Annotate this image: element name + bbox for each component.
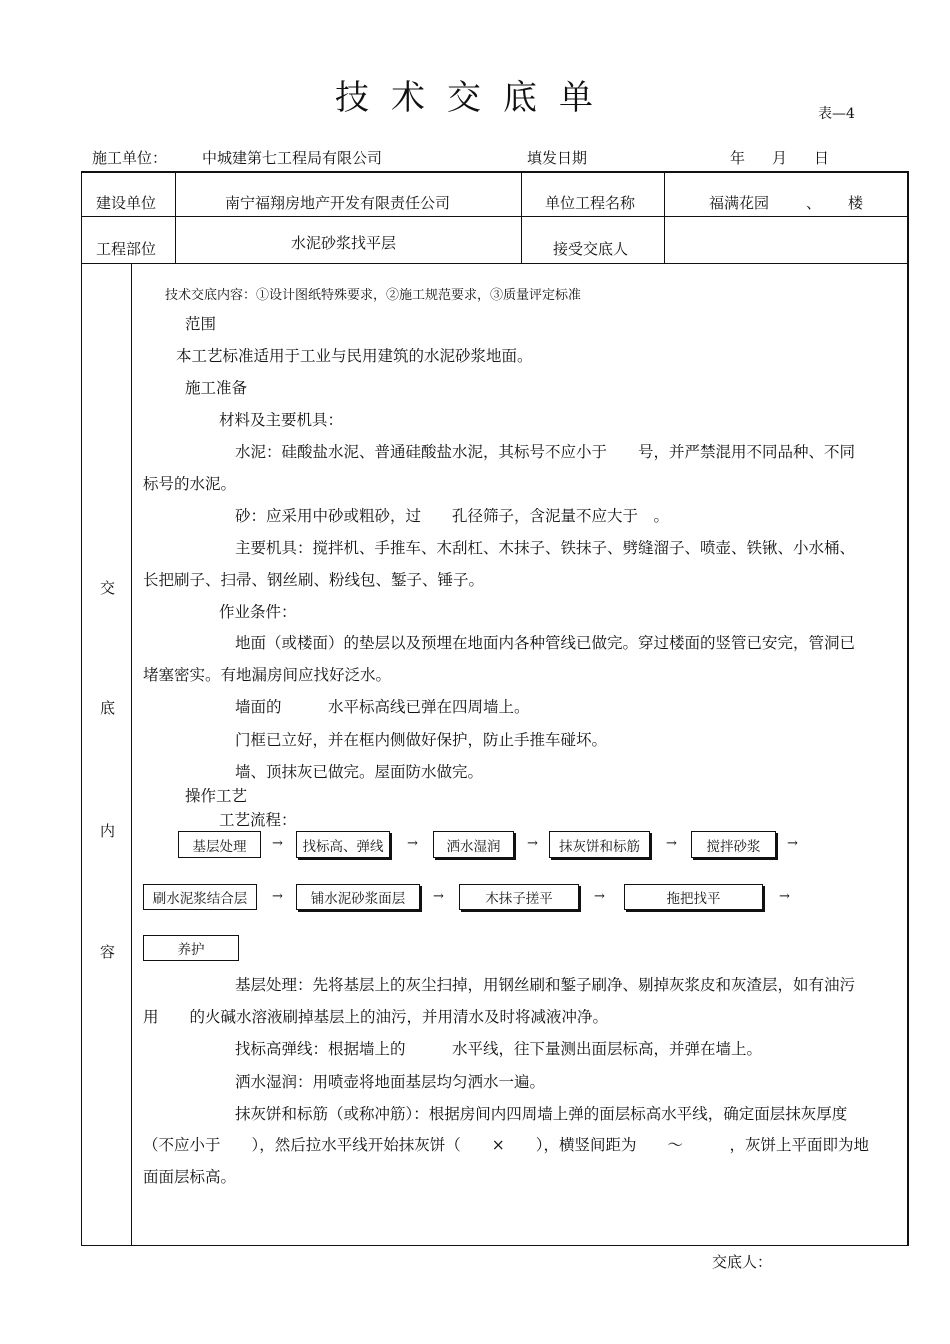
flow-arrow: → xyxy=(272,889,283,904)
cakes-line-2: （不应小于 ），然后拉水平线开始抹灰饼（ × ），横竖间距为 ～ ，灰饼上平面即为地 xyxy=(143,1136,869,1154)
table-border-right xyxy=(907,171,909,1246)
side-char-4: 容 xyxy=(100,943,116,961)
date-year: 年 xyxy=(730,149,746,167)
project-building: 楼 xyxy=(848,194,864,212)
tools-line-1: 主要机具：搅拌机、手推车、木刮杠、木抹子、铁抹子、劈缝溜子、喷壶、铁锹、小水桶、 xyxy=(235,539,856,557)
table-border-left xyxy=(81,171,82,1246)
side-char-1: 交 xyxy=(100,579,116,597)
side-char-2: 底 xyxy=(100,699,116,717)
content-intro: 技术交底内容：①设计图纸特殊要求，②施工规范要求，③质量评定标准 xyxy=(165,288,582,303)
sand-line: 砂：应采用中砂或粗砂，过 孔径筛子，含泥量不应大于 。 xyxy=(235,507,670,525)
cakes-line-3: 面面层标高。 xyxy=(143,1168,237,1186)
client-label: 建设单位 xyxy=(96,194,157,212)
table-side-col-line xyxy=(131,263,132,1246)
cement-line-2: 标号的水泥。 xyxy=(143,475,237,493)
condition-1-line-1: 地面（或楼面）的垫层以及预埋在地面内各种管线已做完。穿过楼面的竖管已安完，管洞已 xyxy=(235,634,856,652)
base-treatment-line-2: 用 的火碱水溶液刷掉基层上的油污，并用清水及时将减液冲净。 xyxy=(143,1008,609,1026)
flow-step-mop-level: 拖把找平 xyxy=(624,884,763,910)
table-col-line-2 xyxy=(521,171,522,264)
project-separator: 、 xyxy=(806,194,822,212)
project-value: 福满花园 xyxy=(709,194,770,212)
flow-step-bond-coat: 刷水泥浆结合层 xyxy=(143,884,257,910)
section-prep-title: 施工准备 xyxy=(185,379,248,397)
level-line-text: 找标高弹线：根据墙上的 水平线，往下量测出面层标高，并弹在墙上。 xyxy=(235,1040,763,1058)
date-label: 填发日期 xyxy=(527,149,588,167)
tools-line-2: 长把刷子、扫帚、钢丝刷、粉线包、錾子、锤子。 xyxy=(143,571,485,589)
flow-arrow: → xyxy=(407,836,418,851)
base-treatment-line-1: 基层处理：先将基层上的灰尘扫掉，用钢丝刷和錾子刷净、剔掉灰浆皮和灰渣层，如有油污 xyxy=(235,976,856,994)
receiver-label: 接受交底人 xyxy=(553,240,629,258)
wetting-text: 洒水湿润：用喷壶将地面基层均匀洒水一遍。 xyxy=(235,1073,546,1091)
flow-step-cakes-screeds: 抹灰饼和标筋 xyxy=(549,831,650,858)
flow-step-level-line: 找标高、弹线 xyxy=(296,831,390,858)
section-scope-text: 本工艺标准适用于工业与民用建筑的水泥砂浆地面。 xyxy=(176,347,533,365)
section-conditions-title: 作业条件： xyxy=(219,603,297,621)
date-day: 日 xyxy=(814,149,830,167)
condition-3: 门框已立好，并在框内侧做好保护，防止手推车碰坏。 xyxy=(235,731,608,749)
flow-step-surface-layer: 铺水泥砂浆面层 xyxy=(296,884,420,910)
flow-arrow: → xyxy=(433,889,444,904)
form-number: 表—4 xyxy=(818,106,855,122)
table-col-line-3 xyxy=(664,171,665,264)
section-scope-title: 范围 xyxy=(185,315,217,333)
condition-2: 墙面的 水平标高线已弹在四周墙上。 xyxy=(235,698,530,716)
date-month: 月 xyxy=(772,149,788,167)
cement-line-1: 水泥：硅酸盐水泥、普通硅酸盐水泥，其标号不应小于 号，并严禁混用不同品种、不同 xyxy=(235,443,856,461)
section-flow-title: 工艺流程： xyxy=(219,811,297,829)
table-col-line-1 xyxy=(175,171,176,264)
flow-arrow: → xyxy=(666,836,677,851)
section-materials-title: 材料及主要机具： xyxy=(219,411,344,429)
flow-arrow: → xyxy=(272,836,283,851)
flow-step-wood-float: 木抹子搓平 xyxy=(459,884,579,910)
flow-step-mix-mortar: 搅拌砂浆 xyxy=(691,831,776,858)
client-value: 南宁福翔房地产开发有限责任公司 xyxy=(225,194,451,212)
cakes-line-1: 抹灰饼和标筋（或称冲筋）：根据房间内四周墙上弹的面层标高水平线，确定面层抹灰厚度 xyxy=(235,1105,848,1123)
table-border-top xyxy=(81,171,909,173)
signer-label: 交底人： xyxy=(712,1253,773,1271)
part-label: 工程部位 xyxy=(96,240,157,258)
part-value: 水泥砂浆找平层 xyxy=(291,234,397,252)
flow-arrow: → xyxy=(594,889,605,904)
condition-4: 墙、顶抹灰已做完。屋面防水做完。 xyxy=(235,763,484,781)
flow-arrow: → xyxy=(787,836,798,851)
flow-step-base-treatment: 基层处理 xyxy=(178,831,261,858)
page-title: 技术交底单 xyxy=(335,78,615,118)
project-label: 单位工程名称 xyxy=(545,194,636,212)
unit-value: 中城建第七工程局有限公司 xyxy=(202,149,383,167)
flow-arrow: → xyxy=(527,836,538,851)
table-border-bottom xyxy=(81,1245,909,1246)
flow-step-curing: 养护 xyxy=(143,935,239,961)
side-char-3: 内 xyxy=(100,822,116,840)
table-row-line-1 xyxy=(81,216,909,217)
flow-arrow: → xyxy=(779,889,790,904)
flow-step-wetting: 洒水湿润 xyxy=(433,831,514,858)
table-row-line-2 xyxy=(81,263,909,264)
section-operation-title: 操作工艺 xyxy=(185,787,248,805)
unit-label: 施工单位： xyxy=(92,149,168,167)
condition-1-line-2: 堵塞密实。有地漏房间应找好泛水。 xyxy=(143,666,392,684)
